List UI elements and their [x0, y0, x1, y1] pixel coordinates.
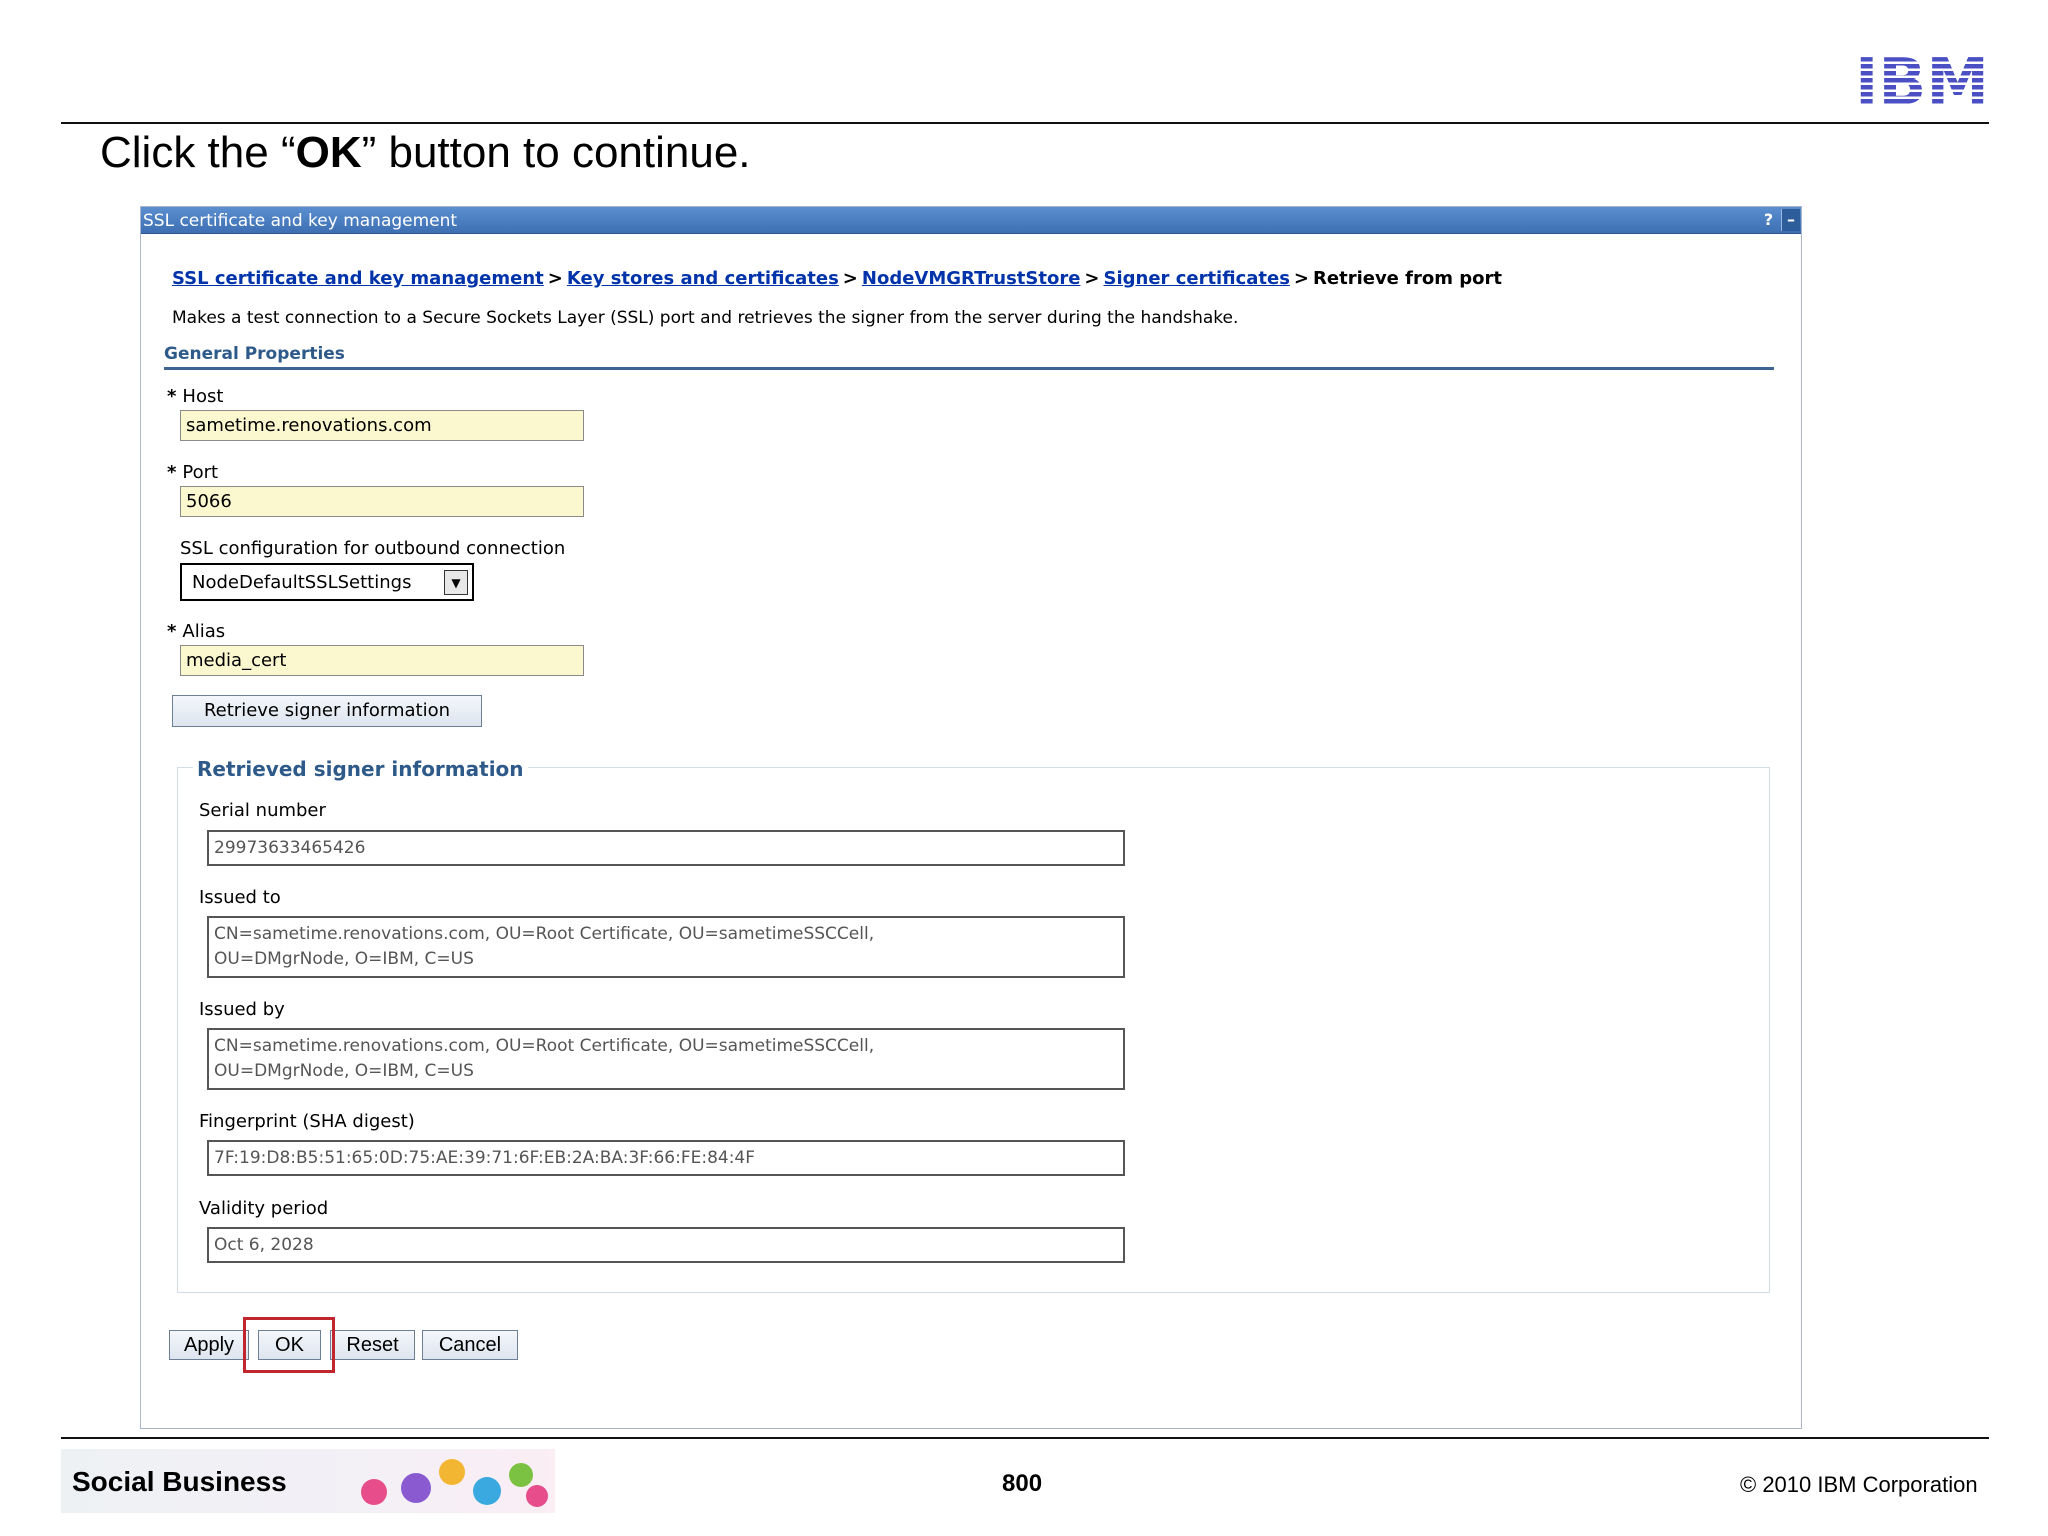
social-business-banner	[61, 1449, 555, 1513]
fingerprint-label: Fingerprint (SHA digest)	[199, 1111, 415, 1132]
breadcrumb-key-stores[interactable]: Key stores and certificates	[566, 268, 839, 289]
validity-period-field[interactable]	[207, 1227, 1125, 1263]
host-label: * Host	[167, 386, 224, 407]
cancel-button[interactable]: Cancel	[422, 1330, 518, 1360]
signer-info-heading: Retrieved signer information	[193, 757, 528, 781]
banner-text: Social Business	[72, 1466, 287, 1497]
minimize-icon[interactable]: –	[1781, 209, 1800, 231]
required-icon: *	[167, 386, 177, 407]
validity-period-value: Oct 6, 2028	[214, 1235, 314, 1255]
bottom-divider	[61, 1437, 1989, 1439]
ibm-logo	[1855, 50, 1989, 106]
issued-by-line: CN=sametime.renovations.com, OU=Root Certificate, OU=sametimeSSCCell,	[214, 1036, 875, 1056]
decorative-figure-icon	[473, 1477, 501, 1505]
chevron-down-icon[interactable]: ▼	[444, 570, 468, 595]
breadcrumb-separator: >	[1084, 268, 1100, 289]
decorative-figure-icon	[439, 1459, 465, 1485]
breadcrumb	[172, 268, 1502, 289]
validity-period-label: Validity period	[199, 1198, 329, 1219]
issued-by-line: OU=DMgrNode, O=IBM, C=US	[214, 1061, 474, 1081]
reset-button[interactable]: Reset	[330, 1330, 415, 1360]
alias-input[interactable]	[180, 645, 584, 676]
slide-title: Click the “OK” button to continue.	[100, 128, 751, 177]
fingerprint-value: 7F:19:D8:B5:51:65:0D:75:AE:39:71:6F:EB:2A:BA:3F:66:FE:84:4F	[214, 1148, 756, 1168]
breadcrumb-separator: >	[547, 268, 563, 289]
section-divider	[164, 367, 1774, 370]
required-icon: *	[167, 462, 177, 483]
serial-number-label: Serial number	[199, 800, 326, 821]
window-title: SSL certificate and key management	[143, 211, 458, 231]
ok-button-highlight	[243, 1317, 335, 1373]
issued-to-label: Issued to	[199, 887, 281, 908]
ok-button[interactable]: OK	[258, 1330, 321, 1360]
issued-to-line: CN=sametime.renovations.com, OU=Root Certificate, OU=sametimeSSCCell,	[214, 924, 875, 944]
retrieve-signer-button[interactable]: Retrieve signer information	[172, 695, 482, 727]
decorative-figure-icon	[401, 1473, 431, 1503]
page-description: Makes a test connection to a Secure Sockets Layer (SSL) port and retrieves the signer from the server during the handshake.	[172, 308, 1239, 328]
breadcrumb-signer-certificates[interactable]: Signer certificates	[1103, 268, 1290, 289]
general-properties-heading: General Properties	[164, 344, 345, 364]
decorative-figure-icon	[509, 1463, 533, 1487]
breadcrumb-separator: >	[1293, 268, 1310, 289]
issued-to-field[interactable]	[207, 916, 1125, 978]
serial-number-value: 29973633465426	[214, 838, 366, 858]
breadcrumb-truststore[interactable]: NodeVMGRTrustStore	[861, 268, 1081, 289]
serial-number-field[interactable]	[207, 830, 1125, 866]
issued-by-field[interactable]	[207, 1028, 1125, 1090]
ssl-config-label: SSL configuration for outbound connection	[180, 538, 566, 559]
decorative-figure-icon	[526, 1485, 548, 1507]
svg-text:IBM: IBM	[1855, 50, 1989, 106]
port-input[interactable]	[180, 486, 584, 517]
issued-by-label: Issued by	[199, 999, 285, 1020]
help-icon[interactable]: ?	[1763, 210, 1774, 229]
fingerprint-field[interactable]	[207, 1140, 1125, 1176]
decorative-figure-icon	[361, 1479, 387, 1505]
copyright-text: © 2010 IBM Corporation	[1740, 1472, 1978, 1497]
breadcrumb-separator: >	[842, 268, 858, 289]
host-input[interactable]	[180, 410, 584, 441]
alias-label: * Alias	[167, 621, 226, 642]
issued-to-line: OU=DMgrNode, O=IBM, C=US	[214, 949, 474, 969]
ssl-config-select[interactable]	[180, 563, 474, 601]
page-number: 800	[1002, 1470, 1043, 1497]
apply-button[interactable]: Apply	[169, 1330, 249, 1360]
breadcrumb-current: Retrieve from port	[1313, 268, 1502, 289]
console-window	[140, 206, 1802, 1429]
required-icon: *	[167, 621, 177, 642]
ssl-config-value: NodeDefaultSSLSettings	[192, 572, 412, 593]
port-label: * Port	[167, 462, 219, 483]
top-divider	[61, 122, 1989, 124]
window-titlebar	[141, 207, 1801, 234]
breadcrumb-ssl-management[interactable]: SSL certificate and key management	[172, 268, 544, 289]
